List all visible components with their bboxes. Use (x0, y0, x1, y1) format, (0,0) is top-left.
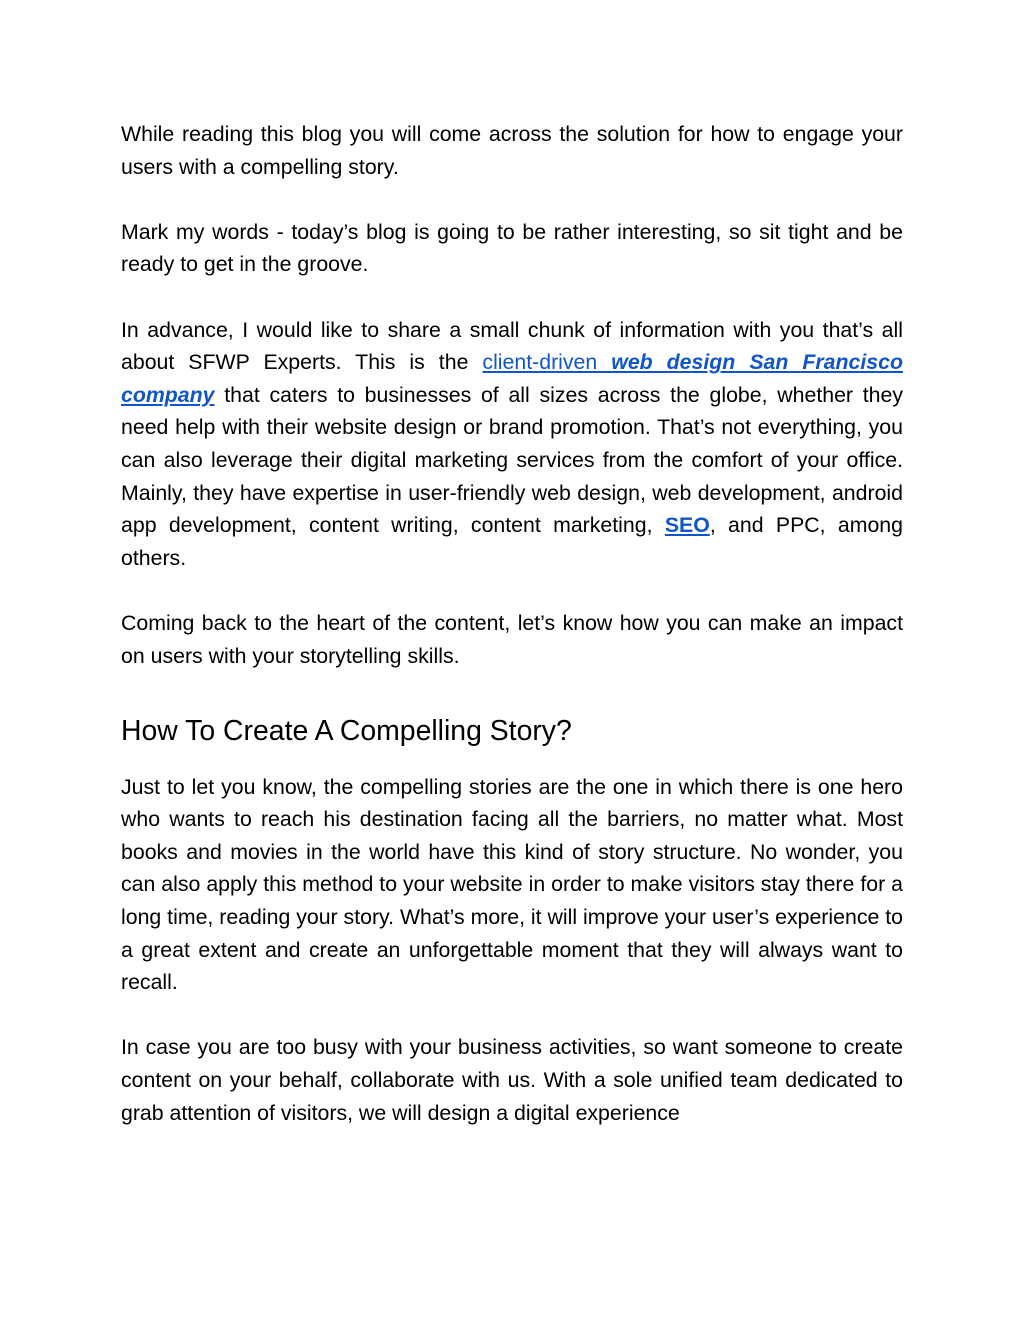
web-design-san-francisco-link[interactable]: web design San Francisco company (121, 350, 903, 407)
paragraph-coming-back: Coming back to the heart of the content, let’s know how you can make an impact on users with your storytelling skills. (121, 610, 903, 668)
document-page (121, 118, 903, 1129)
paragraph-spacer (121, 574, 903, 607)
paragraph-spacer (121, 183, 903, 216)
paragraph-spacer (121, 281, 903, 314)
web-design-link-prefix[interactable]: client-driven (482, 350, 612, 375)
paragraph-intro: While reading this blog you will come across the solution for how to engage your users with a compelling story. (121, 122, 903, 179)
paragraph-sfwp-experts (121, 314, 903, 575)
paragraph-text-start: In advance, I would like to share a small chunk of information with you that’s all about SFWP Experts. This is the (121, 317, 903, 375)
paragraph-text-end: , and PPC, among others. (121, 513, 903, 570)
paragraph-spacer (121, 999, 903, 1032)
paragraph-mark-my-words: Mark my words - today’s blog is going to be rather interesting, so sit tight and be ready to get in the groove. (121, 219, 903, 277)
paragraph-text-middle: that caters to businesses of all sizes across the globe, whether they need help with their website design or brand promotion. That’s not everything, you can also leverage their digital marketing services from the comfort of your office. Mainly, they have expertise in user-friendly web design, web development, android app development, content writing, content marketing, (121, 382, 903, 538)
paragraph-spacer (121, 672, 903, 705)
paragraph-collaborate: In case you are too busy with your business activities, so want someone to create content on your behalf, collaborate with us. With a sole unified team dedicated to grab attention of visitors, we will design a digital experience (121, 1035, 903, 1125)
section-heading: How To Create A Compelling Story? (121, 714, 572, 747)
paragraph-compelling-stories: Just to let you know, the compelling stories are the one in which there is one hero who wants to reach his destination facing all the barriers, no matter what. Most books and movies in the world have this kind of story structure. No wonder, you can also apply this method to your website in order to make visitors stay there for a long time, reading your story. What’s more, it will improve your user’s experience to a great extent and create an unforgettable moment that they will always want to recall. (121, 774, 903, 995)
seo-link[interactable]: SEO (664, 513, 710, 538)
